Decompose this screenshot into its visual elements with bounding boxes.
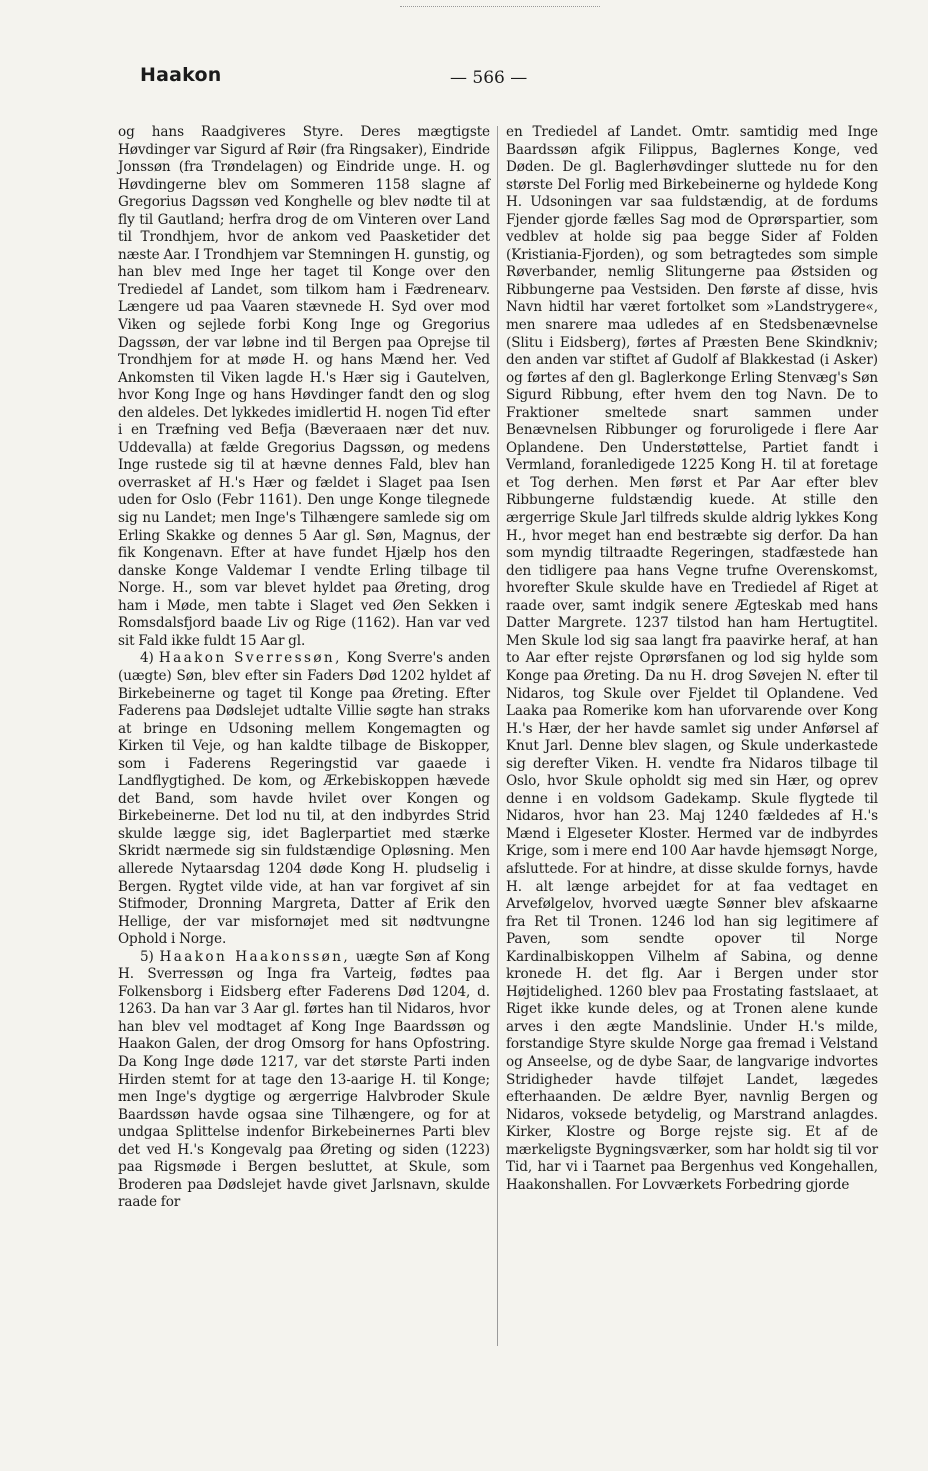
paragraph-5-continued: en Trediedel af Landet. Omtr. samtidig med Inge Baardssøn afgik Filippus, Baglernes Konge, ved Døden. De gl. Baglerhøvdinger sluttede nu for den største Del Forlig med Birkebeinerne og hyldede Kong H. Udsoningen var saa fuldstændig, at de fordums Fjender gjorde fælles Sag mod de Oprørspartier, som vedblev at holde sig paa begge Sider af Folden (Kristiania-Fjorden), og som betragtedes som simple Røverbander, nemlig Slitungerne paa Østsiden og Ribbungerne paa Vestsiden. Den første af disse, hvis Navn hidtil har været fortolket som »Landstrygere«, men snarere maa udledes af en Stedsbenævnelse (Slitu i Eidsberg), førtes af Præsten Bene Skindkniv; den anden var stiftet af Gudolf af Blakkestad (i Asker) og førtes af den gl. Baglerkonge Erling Stenvæg's Søn Sigurd Ribbung, efter hvem den tog Navn. De to Fraktioner smeltede snart sammen under Benævnelsen Ribbunger og foruroligede i flere Aar Oplandene. Den Understøttelse, Partiet fandt i Vermland, foranledigede 1225 Kong H. til at foretage et Tog derhen. Men først et Par Aar efter blev Ribbungerne fuldstændig kuede. At stille den ærgerrige Skule Jarl tilfreds skulde aldrig lykkes Kong H., hvor meget han end bestræbte sig derfor. Da han som myndig tiltraadte Regeringen, stadfæstede han den tidligere paa hans Vegne trufne Overenskomst, hvorefter Skule skulde have en Trediedel af Riget at raade over, samt indgik senere Ægteskab med hans Datter Margrete. 1237 tilstod han ham Hertugtitel. Men Skule lod sig saa langt fra paavirke heraf, at han to Aar efter rejste Oprørsfanen og lod sig hylde som Konge paa Øreting. Da nu H. drog Søvejen N. efter til Nidaros, tog Skule over Fjeldet til Oplandene. Ved Laaka paa Romerike kom han uforvarende over Kong H.'s Hær, der her havde samlet sig under Anførsel af Knut Jarl. Denne blev slagen, og Skule underkastede sig derefter Viken. H. vendte fra Nidaros tilbage til Oslo, hvor Skule opholdt sig med sin Hær, og oprev denne i en voldsom Gadekamp. Skule flygtede til Nidaros, hvor han 23. Maj 1240 fældedes af H.'s Mænd i Elgeseter Kloster. Hermed var de indbyrdes Krige, som i mere end 100 Aar havde hjemsøgt Norge, afsluttede. For at hindre, at disse skulde fornys, havde H. alt længe arbejdet for at faa vedtaget en Arvefølgelov, hvorved uægte Sønner blev afskaarne fra Ret til Tronen. 1246 lod han sig legitimere af Paven, som sendte opover til Norge Kardinalbiskoppen Vilhelm af Sabina, og denne kronede H. det flg. Aar i Bergen under stor Højtidelighed. 1260 blev paa Frostating fastslaaet, at Riget ikke kunde deles, og at Tronen alene kunde arves i den ægte Mandslinie. Under H.'s milde, forstandige Styre skulde Norge gaa fremad i Velstand og Anseelse, og de dybe Saar, de langvarige indvortes Stridigheder havde tilføjet Landet, lægedes efterhaanden. De ældre Byer, navnlig Bergen og Nidaros, voksede betydelig, og Marstrand anlagdes. Kirker, Klostre og Borge rejste sig. Et af de mærkeligste Bygningsværker, som har holdt sig til vor Tid, har vi i Taarnet paa Bergenhus ved Kongehallen, Haakonshallen. For Lovværkets Forbedring gjorde [506,124,878,1193]
entry-text: uægte Søn af Kong H. Sverressøn og Inga fra Varteig, fødtes paa Folkensborg i Eidsberg efter Faderens Død 1204, d. 1263. Da han var 3 Aar gl. førtes han til Nidaros, hvor han blev vel modtaget af Kong Inge Baardssøn og Haakon Galen, der drog Omsorg for hans Opfostring. Da Kong Inge døde 1217, var det største Parti inden Hirden stemt for at tage den 13-aarige H. til Konge; men Inge's dygtige og ærgerrige Halvbroder Skule Baardssøn havde ogsaa sine Tilhængere, og for at undgaa Splittelse indenfor Birkebeinernes Parti blev det ved H.'s Kongevalg paa Øreting og siden (1223) paa Rigsmøde i Bergen besluttet, at Skule, som Broderen paa Dødslejet havde givet Jarlsnavn, skulde raade for [118,948,490,1211]
entry-number: 4) [140,650,154,667]
paragraph-5 [118,949,490,1212]
entry-text: Kong Sverre's anden (uægte) Søn, blev efter sin Faders Død 1202 hyldet af Birkebeinerne og taget til Konge paa Øreting. Efter Faderens paa Dødslejet udtalte Villie søgte han straks at bringe en Udsoning mellem Kongemagten og Kirken til Veje, og han kaldte tilbage de Biskopper, som i Faderens Regeringstid var gaaede i Landflygtighed. De kom, og Ærkebiskoppen hævede det Band, som havde hvilet over Kongen og Birkebeinerne. Det lod nu til, at den indbyrdes Strid skulde lægge sig, idet Baglerpartiet med stærke Skridt nærmede sig sin fuldstændige Opløsning. Men allerede Nytaarsdag 1204 døde Kong H. pludselig i Bergen. Rygtet vilde vide, at han var forgivet af sin Stifmoder, Dronning Margreta, Datter af Erik den Hellige, der var misfornøjet med sit nødtvungne Ophold i Norge. [118,650,491,948]
top-rule [400,6,600,7]
entry-number: 5) [140,948,154,965]
running-head: Haakon [140,64,222,86]
left-column [118,124,490,1212]
entry-name: Haakon Sverressøn, [158,650,342,667]
paragraph-4 [118,650,490,948]
paragraph-3-continued: og hans Raadgiveres Styre. Deres mægtigste Høvdinger var Sigurd af Røir (fra Ringsaker), Eindride Jonssøn (fra Trøndelagen) og Eindride unge. H. og Høvdingerne blev om Sommeren 1158 slagne af Gregorius Dagssøn ved Konghelle og blev nødte til at fly til Gautland; herfra drog de om Vinteren over Land til Trondhjem, hvor de ankom ved Paasketider det næste Aar. I Trondhjem var Stemningen H. gunstig, og han blev med Inge her taget til Konge over den Trediedel af Landet, som tilkom ham i Fædrenearv. Længere ud paa Vaaren stævnede H. Syd over mod Viken og sejlede forbi Kong Inge og Gregorius Dagssøn, der var løbne ind til Bergen paa Oprejse til Trondhjem for at møde H. og hans Mænd her. Ved Ankomsten til Viken lagde H.'s Hær sig i Gautelven, hvor Kong Inge og hans Høvdinger fandt den og slog den aldeles. Det lykkedes imidlertid H. nogen Tid efter i en Træfning ved Befja (Bæveraaen nær det nuv. Uddevalla) at fælde Gregorius Dagssøn, og medens Inge rustede sig til at hævne dennes Fald, blev han overrasket af H.'s Hær og fældet i Slaget paa Isen uden for Oslo (Febr 1161). Den unge Konge tilegnede sig nu Landet; men Inge's Tilhængere samlede sig om Erling Skakke og dennes 5 Aar gl. Søn, Magnus, der fik Kongenavn. Efter at have fundet Hjælp hos den danske Konge Valdemar I vendte Erling tilbage til Norge. H., som var blevet hyldet paa Øreting, drog ham i Møde, men tabte i Slaget ved Øen Sekken i Romsdalsfjord baade Liv og Rige (1162). Han var ved sit Fald ikke fuldt 15 Aar gl. [118,124,490,649]
column-divider [497,126,498,1346]
page-header [140,60,880,100]
right-column [506,124,878,1194]
entry-name: Haakon Haakonssøn, [159,948,351,965]
page-number: — 566 — [450,68,528,88]
